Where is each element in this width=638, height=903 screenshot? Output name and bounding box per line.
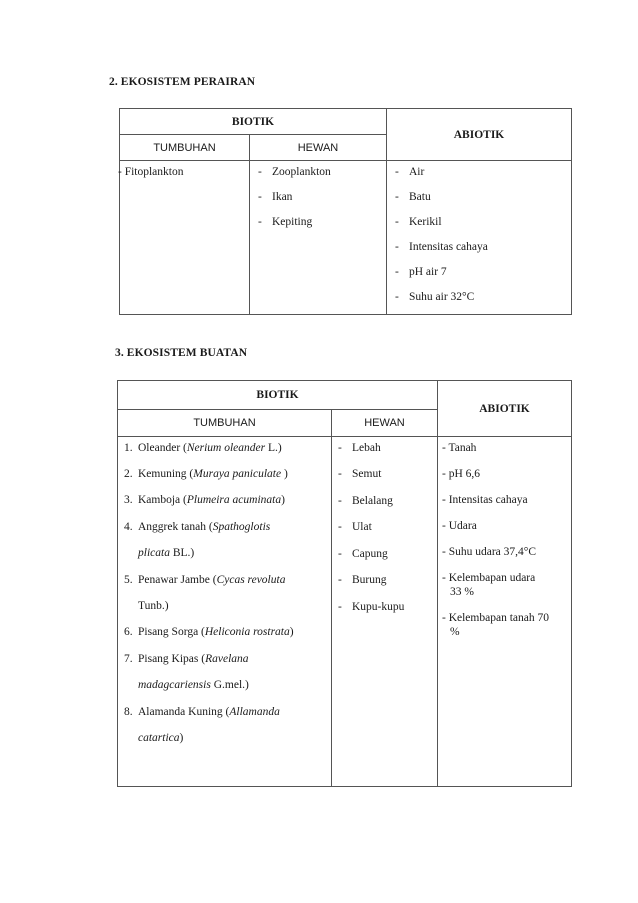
list-item: - Tanah (442, 442, 477, 454)
list-item: - Lebah (338, 442, 381, 454)
perairan-table (119, 108, 572, 315)
tumbuhan-cell (118, 437, 332, 787)
list-item: - Zooplankton (258, 166, 331, 178)
list-item: % (450, 626, 460, 638)
hewan-header: HEWAN (250, 135, 387, 161)
abiotik-header: ABIOTIK (438, 381, 572, 437)
list-item: - Intensitas cahaya (442, 494, 528, 506)
list-item: catartica) (138, 732, 184, 744)
list-item: - Belalang (338, 495, 393, 507)
list-item: - Udara (442, 520, 477, 532)
list-item: 3. Kamboja (Plumeira acuminata) (124, 494, 285, 506)
abiotik-cell (438, 437, 572, 787)
list-item: 8. Alamanda Kuning (Allamanda (124, 706, 280, 718)
list-item: - Ikan (258, 191, 293, 203)
list-item: 33 % (450, 586, 474, 598)
hewan-header: HEWAN (332, 410, 438, 437)
list-item: 2. Kemuning (Muraya paniculate ) (124, 468, 288, 480)
list-item: madagcariensis G.mel.) (138, 679, 249, 691)
hewan-cell (250, 161, 387, 315)
list-item: 7. Pisang Kipas (Ravelana (124, 653, 249, 665)
list-item: - Suhu air 32°C (395, 291, 475, 303)
list-item: - Intensitas cahaya (395, 241, 488, 253)
list-item: - Kelembapan tanah 70 (442, 612, 549, 624)
tumbuhan-cell (120, 161, 250, 315)
list-item: - Suhu udara 37,4°C (442, 546, 537, 558)
biotik-header: BIOTIK (118, 381, 438, 410)
list-item: - Ulat (338, 521, 372, 533)
list-item: 6. Pisang Sorga (Heliconia rostrata) (124, 626, 294, 638)
list-item: plicata BL.) (138, 547, 195, 559)
list-item: - Kerikil (395, 216, 442, 228)
list-item: - pH 6,6 (442, 468, 481, 480)
list-item: 5. Penawar Jambe (Cycas revoluta (124, 574, 286, 586)
buatan-table (117, 380, 572, 787)
list-item: - Air (395, 166, 425, 178)
biotik-header: BIOTIK (120, 109, 387, 135)
list-item: - Kupu-kupu (338, 601, 405, 613)
list-item: - pH air 7 (395, 266, 447, 278)
list-item: 4. Anggrek tanah (Spathoglotis (124, 521, 271, 533)
list-item: - Kelembapan udara (442, 572, 536, 584)
section-2-title: 2. EKOSISTEM PERAIRAN (109, 76, 256, 88)
hewan-cell (332, 437, 438, 787)
tumbuhan-header: TUMBUHAN (120, 135, 250, 161)
list-item: - Burung (338, 574, 387, 586)
list-item: - Semut (338, 468, 382, 480)
abiotik-header: ABIOTIK (387, 109, 572, 161)
list-item: - Kepiting (258, 216, 313, 228)
section-3-title: 3. EKOSISTEM BUATAN (115, 347, 248, 359)
list-item: - Capung (338, 548, 388, 560)
list-item: Tunb.) (138, 600, 169, 612)
list-item: 1. Oleander (Nerium oleander L.) (124, 442, 282, 454)
list-item: - Batu (395, 191, 431, 203)
abiotik-cell (387, 161, 572, 315)
list-item: - Fitoplankton (118, 166, 184, 178)
tumbuhan-header: TUMBUHAN (118, 410, 332, 437)
